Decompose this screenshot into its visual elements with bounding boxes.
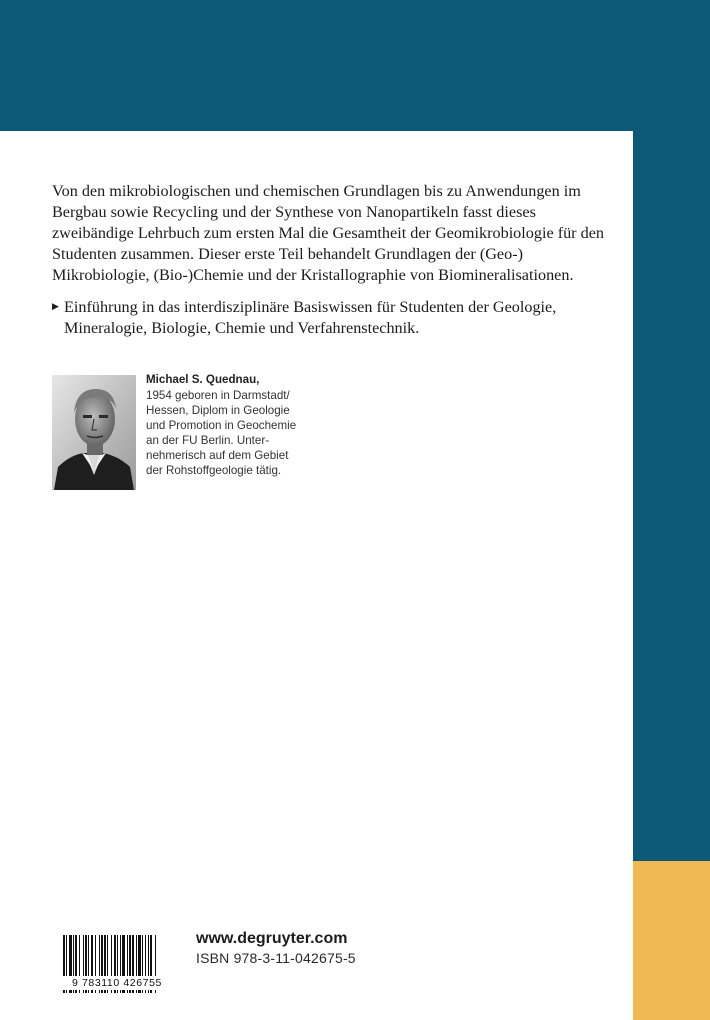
triangle-right-icon: ▶ bbox=[52, 302, 59, 312]
feature-bullet-text: Einführung in das interdisziplinäre Basiswissen für Studenten der Geologie, Mineralogie, Biologie, Chemie und Verfahrenstechnik. bbox=[64, 298, 557, 337]
publisher-website[interactable]: www.degruyter.com bbox=[196, 930, 348, 947]
book-description: Von den mikrobiologischen und chemischen Grundlagen bis zu Anwendungen im Bergbau sowie Recycling und der Synthese von Nanopartikeln fasst dieses zweibändige Lehrbuch zum ersten Mal die Gesamtheit der Geomikrobiologie für den Studenten zusammen. Dieser erste Teil behandelt Grundlagen der (Geo-) Mikrobiologie, (Bio-)Chemie und der Kristallographie von Biomineralisationen. bbox=[52, 182, 604, 284]
author-bio-line: an der FU Berlin. Unter- bbox=[146, 434, 270, 447]
author-name: Michael S. Quednau, bbox=[146, 373, 260, 386]
top-color-band bbox=[0, 0, 710, 131]
right-color-band bbox=[633, 131, 710, 861]
author-bio-line: nehmerisch auf dem Gebiet bbox=[146, 449, 289, 462]
author-bio-line: der Rohstoffgeologie tätig. bbox=[146, 464, 282, 477]
author-bio-line: 1954 geboren in Darmstadt/ bbox=[146, 389, 290, 402]
yellow-accent-band bbox=[633, 861, 710, 1020]
author-portrait-image bbox=[52, 375, 136, 490]
author-bio bbox=[146, 388, 316, 478]
isbn-number: ISBN 978-3-11-042675-5 bbox=[196, 950, 356, 966]
author-photo bbox=[52, 375, 136, 490]
barcode-digits: 9 783110 426755 bbox=[56, 976, 178, 990]
author-bio-line: und Promotion in Geochemie bbox=[146, 419, 297, 432]
author-bio-line: Hessen, Diplom in Geologie bbox=[146, 404, 290, 417]
